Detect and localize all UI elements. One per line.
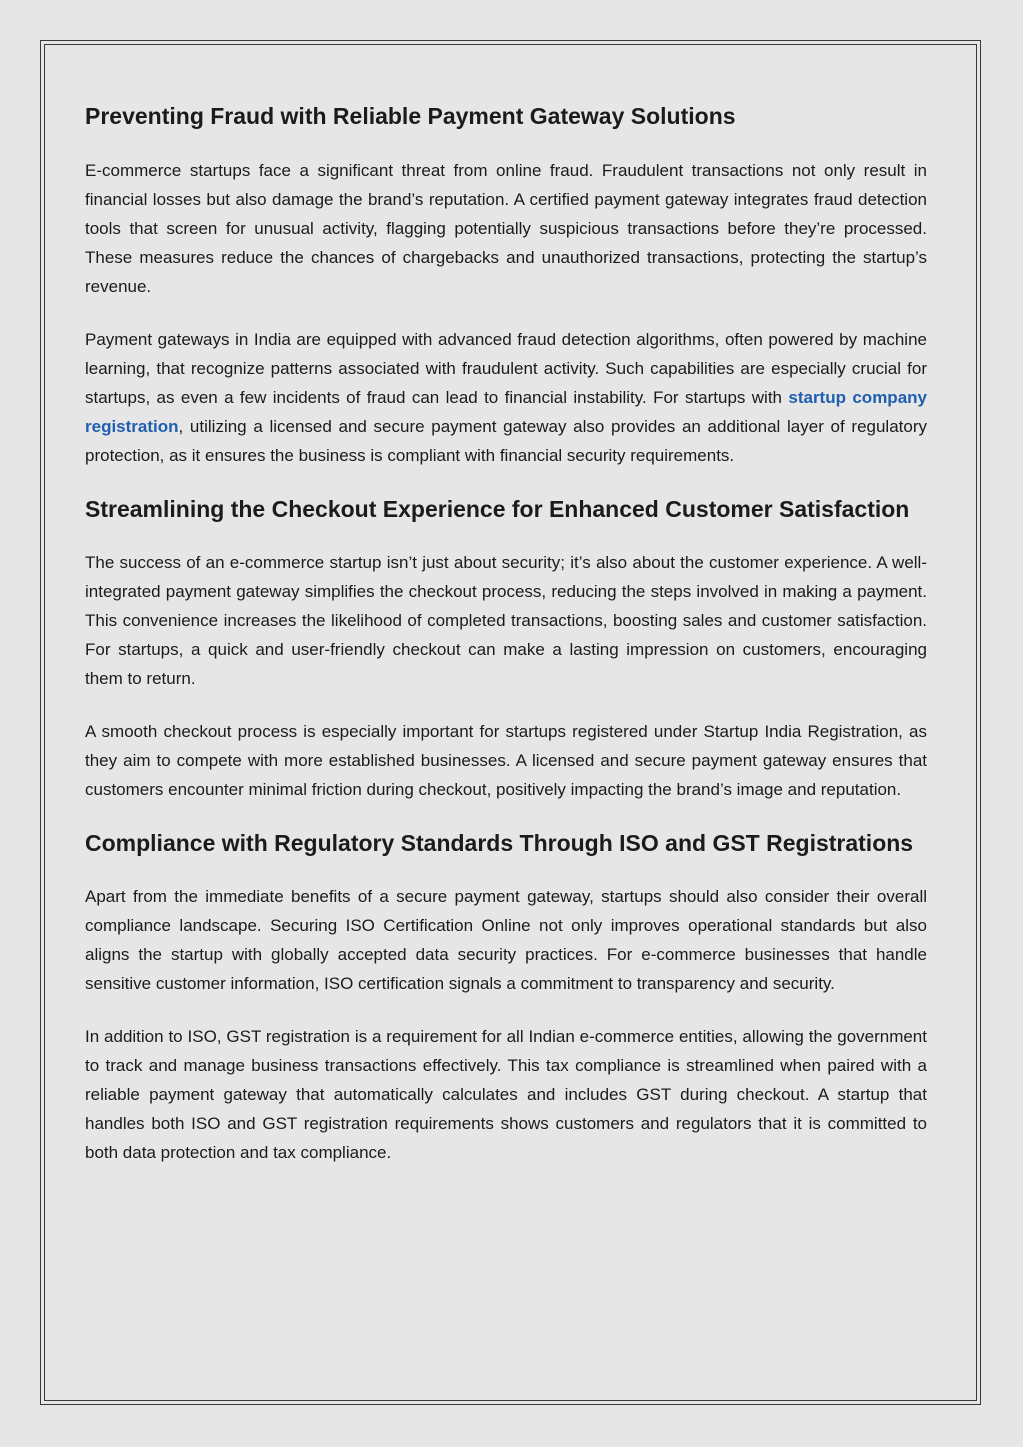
- heading-regulatory-compliance: Compliance with Regulatory Standards Through ISO and GST Registrations: [85, 830, 914, 856]
- paragraph-fraud-detection: [85, 325, 927, 470]
- heading-preventing-fraud: Preventing Fraud with Reliable Payment Gateway Solutions: [85, 103, 736, 129]
- paragraph-fraud-detection-text-before: Payment gateways in India are equipped with advanced fraud detection algorithms, often powered by machine learning, that recognize patterns associated with fraudulent activity. Such capabilities are especially crucial for startups, as even a few incidents of fraud can lead to financial instability. For startups with: [85, 330, 927, 407]
- paragraph-customer-experience: The success of an e-commerce startup isn’t just about security; it’s also about the customer experience. A well-integrated payment gateway simplifies the checkout process, reducing the steps involved in making a payment. This convenience increases the likelihood of completed transactions, boosting sales and customer satisfaction. For startups, a quick and user-friendly checkout can make a lasting impression on customers, encouraging them to return.: [85, 553, 927, 688]
- heading-streamlining-checkout: Streamlining the Checkout Experience for Enhanced Customer Satisfaction: [85, 496, 910, 522]
- paragraph-fraud-threat: E-commerce startups face a significant threat from online fraud. Fraudulent transactions not only result in financial losses but also damage the brand’s reputation. A certified payment gateway integrates fraud detection tools that screen for unusual activity, flagging potentially suspicious transactions before they’re processed. These measures reduce the chances of chargebacks and unauthorized transactions, protecting the startup’s revenue.: [85, 161, 927, 296]
- paragraph-fraud-detection-text-after: , utilizing a licensed and secure payment gateway also provides an additional layer of regulatory protection, as it ensures the business is compliant with financial security requirements.: [85, 417, 927, 465]
- paragraph-smooth-checkout: A smooth checkout process is especially important for startups registered under Startup India Registration, as they aim to compete with more established businesses. A licensed and secure payment gateway ensures that customers encounter minimal friction during checkout, positively impacting the brand’s image and reputation.: [85, 722, 927, 799]
- startup-company-registration-link[interactable]: startup company registration: [85, 388, 927, 436]
- paragraph-gst-registration: In addition to ISO, GST registration is a requirement for all Indian e-commerce entities, allowing the government to track and manage business transactions effectively. This tax compliance is streamlined when paired with a reliable payment gateway that automatically calculates and includes GST during checkout. A startup that handles both ISO and GST registration requirements shows customers and regulators that it is committed to both data protection and tax compliance.: [85, 1027, 927, 1162]
- paragraph-iso-certification: Apart from the immediate benefits of a secure payment gateway, startups should also consider their overall compliance landscape. Securing ISO Certification Online not only improves operational standards but also aligns the startup with globally accepted data security practices. For e-commerce businesses that handle sensitive customer information, ISO certification signals a commitment to transparency and security.: [85, 887, 927, 993]
- document-body: [85, 97, 927, 1167]
